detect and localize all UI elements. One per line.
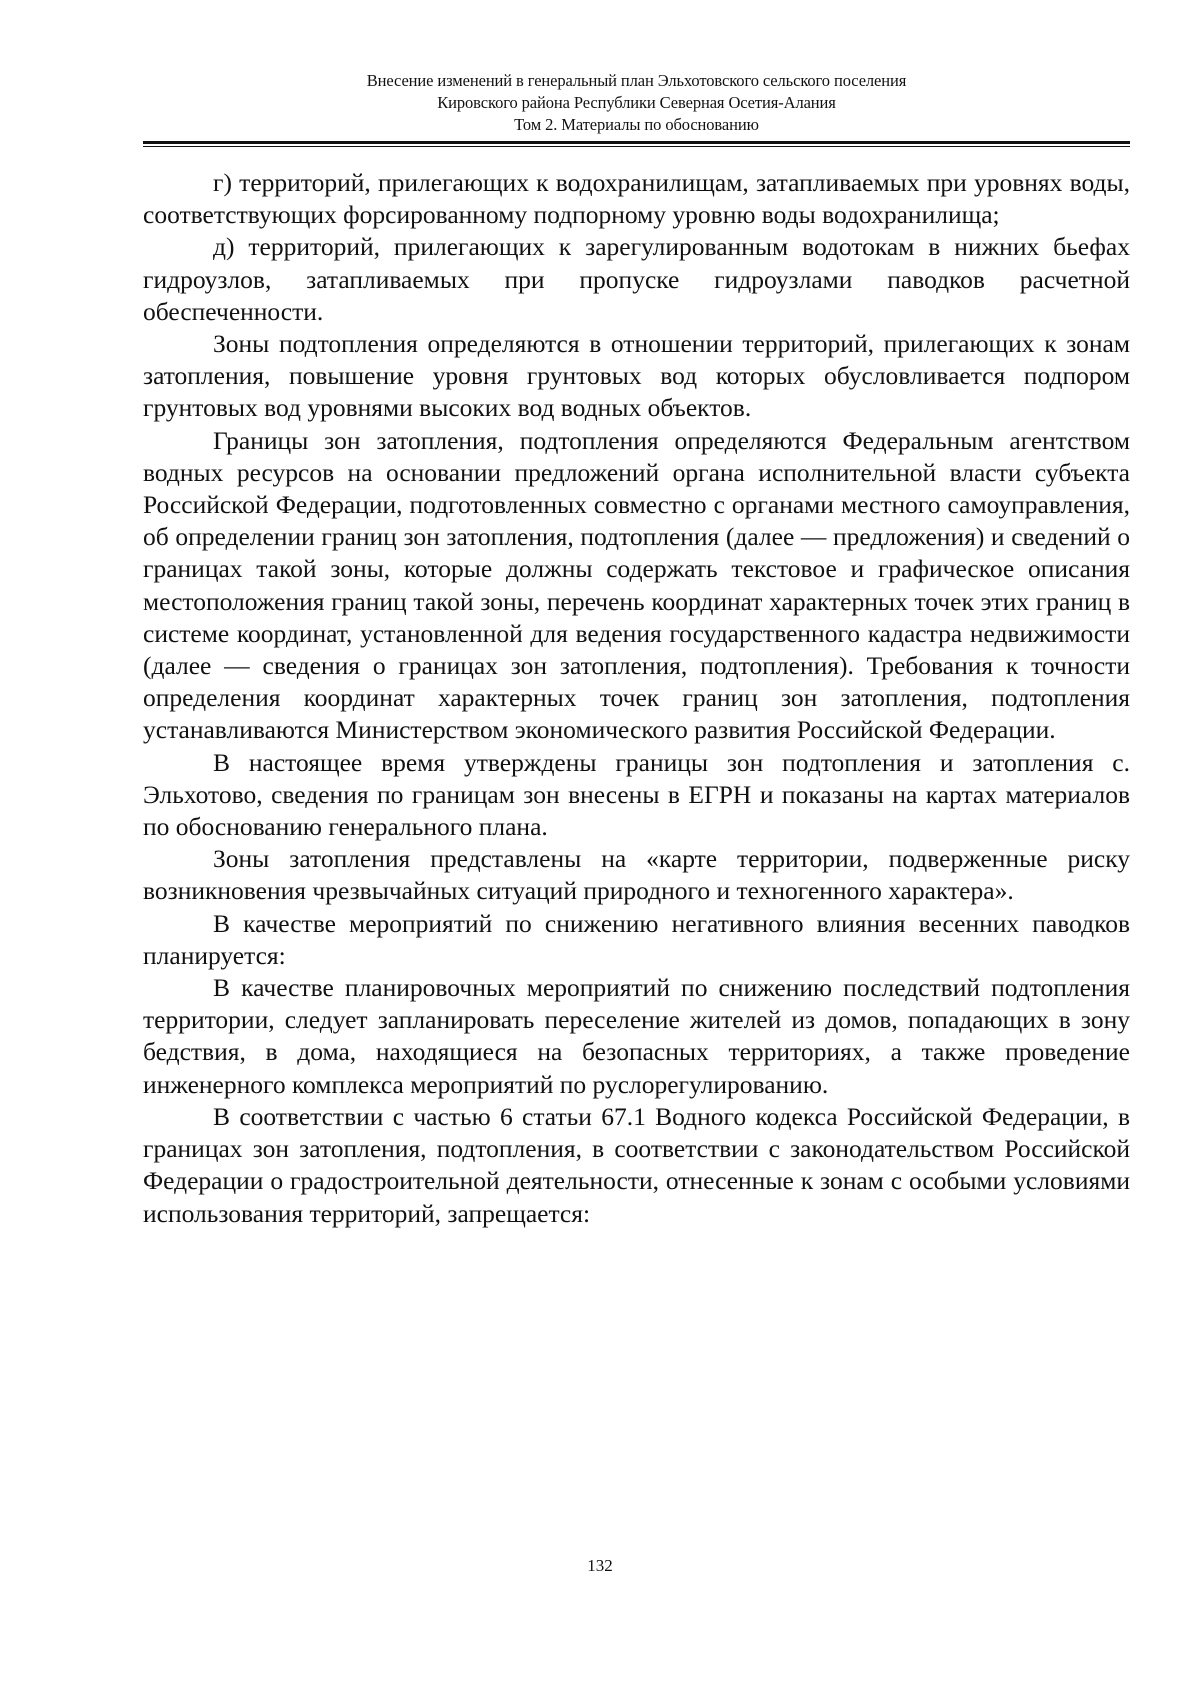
paragraph: В соответствии с частью 6 статьи 67.1 Водного кодекса Российской Федерации, в границах зон затопления, подтопления, в соответствии с законодательством Российской Федерации о градостроительной деятельности, отнесенные к зонам с особыми условиями использования территорий, запрещается: (143, 1101, 1130, 1228)
header-rule-thin (143, 146, 1130, 147)
paragraph: Зоны затопления представлены на «карте территории, подверженные риску возникновения чрезвычайных ситуаций природного и техногенного характера». (143, 844, 1130, 906)
paragraph: В настоящее время утверждены границы зон подтопления и затопления с. Эльхотово, сведения по границам зон внесены в ЕГРН и показаны на картах материалов по обоснованию генерального плана. (143, 747, 1130, 842)
header-volume-line: Том 2. Материалы по обоснованию (514, 115, 759, 134)
paragraph: В качестве мероприятий по снижению негативного влияния весенних паводков планируется: (143, 908, 1130, 970)
page-number: 132 (587, 1556, 613, 1575)
document-body (143, 167, 1130, 1230)
paragraph: г) территорий, прилегающих к водохранилищам, затапливаемых при уровнях воды, соответствующих форсированному подпорному уровню воды водохранилища; (143, 168, 1130, 230)
header-title-line-2: Кировского района Республики Северная Осетия-Алания (437, 93, 836, 112)
paragraph: Зоны подтопления определяются в отношении территорий, прилегающих к зонам затопления, повышение уровня грунтовых вод которых обусловливается подпором грунтовых вод уровнями высоких вод водных объектов. (143, 329, 1130, 423)
paragraph: д) территорий, прилегающих к зарегулированным водотокам в нижних бьефах гидроузлов, затапливаемых при пропуске гидроузлами паводков расчетной обеспеченности. (143, 232, 1130, 326)
header-title-line-1: Внесение изменений в генеральный план Эльхотовского сельского поселения (366, 71, 907, 90)
header-rule-thick (143, 141, 1130, 144)
document-header (143, 70, 1130, 136)
paragraph: Границы зон затопления, подтопления определяются Федеральным агентством водных ресурсов на основании предложений органа исполнительной власти субъекта Российской Федерации, подготовленных совместно с органами местного самоуправления, об определении границ зон затопления, подтопления (далее — предложения) и сведений о границах такой зоны, которые должны содержать текстовое и графическое описания местоположения границ такой зоны, перечень координат характерных точек этих границ в системе координат, установленной для ведения государственного кадастра недвижимости (далее — сведения о границах зон затопления, подтопления). Требования к точности определения координат характерных точек границ зон затопления, подтопления устанавливаются Министерством экономического развития Российской Федерации. (143, 425, 1130, 745)
paragraph: В качестве планировочных мероприятий по снижению последствий подтопления территории, следует запланировать переселение жителей из домов, попадающих в зону бедствия, в дома, находящиеся на безопасных территориях, а также проведение инженерного комплекса мероприятий по руслорегулированию. (143, 973, 1130, 1099)
